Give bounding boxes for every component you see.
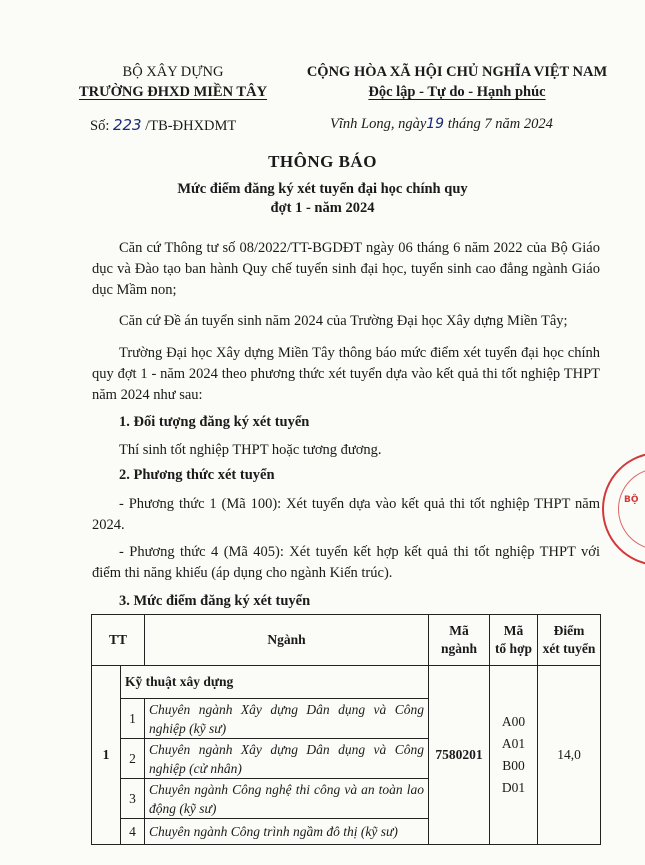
document-title: THÔNG BÁO [268,152,377,171]
republic-name: CỘNG HÒA XÃ HỘI CHỦ NGHĨA VIỆT NAM [306,64,608,80]
section-heading-candidates: 1. Đối tượng đăng ký xét tuyển [119,414,310,430]
document-subtitle: Mức điểm đăng ký xét tuyển đại học chính quy đợt 1 - năm 2024 [177,181,468,216]
header-nganh: Ngành [145,615,429,666]
method-4-text: - Phương thức 4 (Mã 405): Xét tuyển kết hợp kết quả thi tốt nghiệp THPT với điểm thi năng khiếu (áp dụng cho ngành Kiến trúc). [92,544,600,581]
method-1-text: - Phương thức 1 (Mã 100): Xét tuyển dựa vào kết quả thi tốt nghiệp THPT năm 2024. [92,496,600,533]
table-row [92,666,601,699]
score-table [91,614,601,845]
paragraph-legal-basis-1: Căn cứ Thông tư số 08/2022/TT-BGDĐT ngày 06 tháng 6 năm 2022 của Bộ Giáo dục và Đào tạo ban hành Quy chế tuyển sinh đại học, tuyển sinh cao đẳng ngành Giáo dục Mầm non; [92,240,600,298]
ministry-name: BỘ XÂY DỰNG [122,64,224,80]
paragraph-announcement: Trường Đại học Xây dựng Miền Tây thông báo mức điểm xét tuyển đại học chính quy đợt 1 - năm 2024 theo phương thức xét tuyển dựa vào kết quả thi tốt nghiệp THPT năm 2024 như sau: [92,345,600,403]
group-score: 14,0 [538,666,601,845]
sub-name: Chuyên ngành Công trình ngầm đô thị (kỹ sư) [145,819,429,845]
national-motto: Độc lập - Tự do - Hạnh phúc [368,84,546,100]
sub-name: Chuyên ngành Xây dựng Dân dụng và Công nghiệp (kỹ sư) [145,699,429,739]
table-header-row [92,615,601,666]
header-to-hop: Mã tổ hợp [490,615,538,666]
group-code: 7580201 [429,666,490,845]
stamp-text: BỘ [624,495,639,505]
sub-no: 1 [121,699,145,739]
group-tt: 1 [92,666,121,845]
section-heading-scores: 3. Mức điểm đăng ký xét tuyển [119,593,311,609]
header-diem: Điểm xét tuyển [538,615,601,666]
header-ma-nganh: Mã ngành [429,615,490,666]
candidates-text: Thí sinh tốt nghiệp THPT hoặc tương đương. [119,442,382,458]
header-left [68,62,278,102]
handwritten-day: 19 [426,116,445,132]
sub-no: 3 [121,779,145,819]
sub-no: 2 [121,739,145,779]
school-name: TRƯỜNG ĐHXD MIỀN TÂY [78,84,268,100]
handwritten-number: 223 [112,116,142,134]
paragraph-legal-basis-2: Căn cứ Đề án tuyển sinh năm 2024 của Trường Đại học Xây dựng Miền Tây; [119,313,568,329]
document-date: Vĩnh Long, ngày19 tháng 7 năm 2024 [330,116,553,132]
sub-name: Chuyên ngành Công nghệ thi công và an toàn lao động (kỹ sư) [145,779,429,819]
document-number: Số: 223 /TB-ĐHXDMT [90,116,237,134]
header-tt: TT [92,615,145,666]
sub-name: Chuyên ngành Xây dựng Dân dụng và Công nghiệp (cử nhân) [145,739,429,779]
section-heading-methods: 2. Phương thức xét tuyển [119,467,275,483]
group-combos: A00 A01 B00 D01 [490,666,538,845]
header-right [292,62,622,102]
group-name: Kỹ thuật xây dựng [121,666,429,699]
sub-no: 4 [121,819,145,845]
